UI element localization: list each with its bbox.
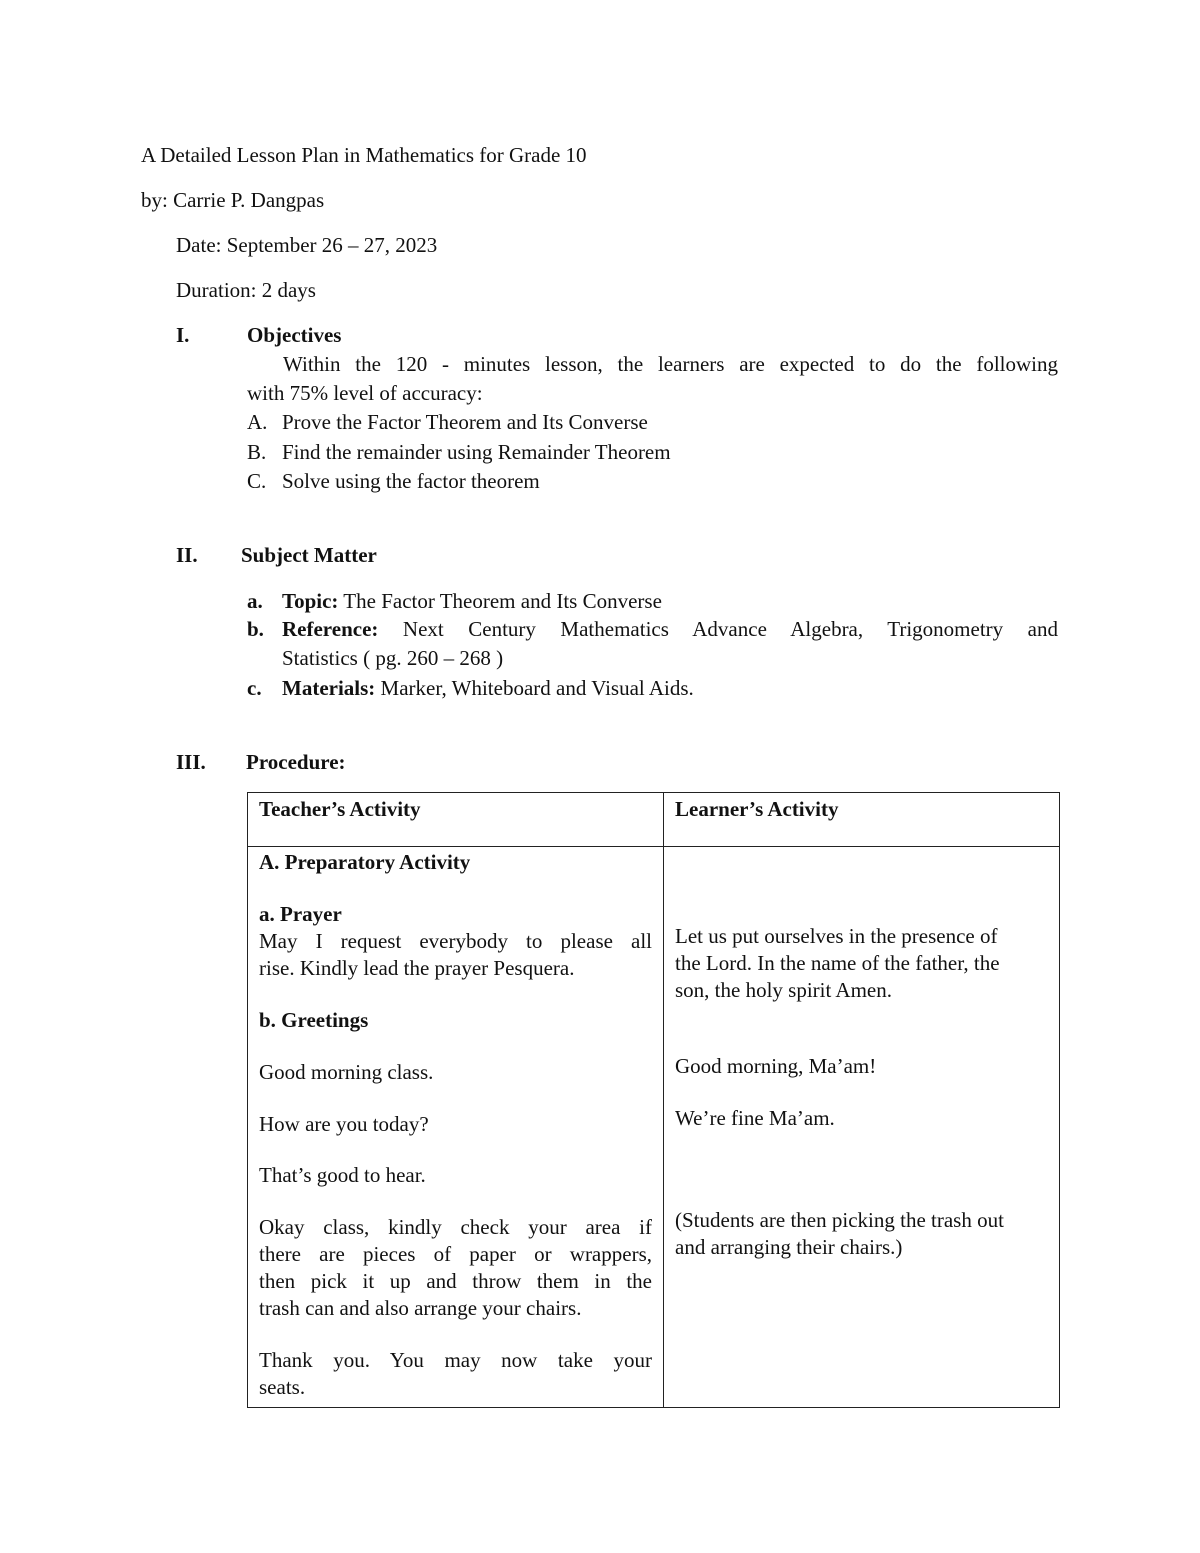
procedure-numeral: III. — [176, 750, 206, 774]
duration-line: Duration: 2 days — [176, 278, 316, 302]
teacher-check-line1: Okay class, kindly check your area if — [259, 1215, 652, 1239]
objective-item: Prove the Factor Theorem and Its Converse — [282, 410, 648, 434]
topic-label: Topic: — [282, 589, 339, 613]
learner-trash-line1: (Students are then picking the trash out — [675, 1208, 1004, 1232]
teacher-greet-3: That’s good to hear. — [259, 1163, 426, 1187]
subject-matter-heading: Subject Matter — [241, 543, 377, 567]
teacher-activity-cell — [248, 847, 664, 1408]
subject-matter-numeral: II. — [176, 543, 198, 567]
objective-item: Find the remainder using Remainder Theorem — [282, 440, 671, 464]
objective-letter: B. — [247, 440, 267, 464]
prayer-heading: a. Prayer — [259, 902, 342, 926]
learner-prayer-line2: the Lord. In the name of the father, the — [675, 951, 1000, 975]
topic-line — [282, 589, 662, 614]
table-row — [248, 847, 1060, 1408]
learner-prayer-line1: Let us put ourselves in the presence of — [675, 924, 998, 948]
topic-text: The Factor Theorem and Its Converse — [343, 589, 662, 613]
reference-line2: Statistics ( pg. 260 – 268 ) — [282, 646, 504, 670]
objective-item: Solve using the factor theorem — [282, 469, 540, 493]
learner-greet-1: Good morning, Ma’am! — [675, 1054, 877, 1078]
learner-greet-2: We’re fine Ma’am. — [675, 1106, 835, 1130]
teacher-greet-1: Good morning class. — [259, 1060, 434, 1084]
teacher-check-line2: there are pieces of paper or wrappers, — [259, 1242, 652, 1266]
objectives-heading: Objectives — [247, 323, 342, 347]
header-cell-teacher — [248, 793, 664, 847]
teacher-check-line4: trash can and also arrange your chairs. — [259, 1296, 582, 1320]
objective-letter: C. — [247, 469, 267, 493]
learner-prayer-line3: son, the holy spirit Amen. — [675, 978, 892, 1002]
col-teacher-heading: Teacher’s Activity — [259, 797, 421, 821]
reference-line1 — [282, 617, 1058, 642]
objective-letter: A. — [247, 410, 268, 434]
col-learner-heading: Learner’s Activity — [675, 797, 839, 821]
greetings-heading: b. Greetings — [259, 1008, 369, 1032]
learner-trash-line2: and arranging their chairs.) — [675, 1235, 903, 1259]
document-title: A Detailed Lesson Plan in Mathematics for Grade 10 — [141, 143, 587, 167]
header-cell-learner — [664, 793, 1060, 847]
procedure-table — [247, 792, 1060, 1408]
objectives-intro-line2: with 75% level of accuracy: — [247, 381, 483, 405]
topic-letter: a. — [247, 589, 263, 613]
materials-text: Marker, Whiteboard and Visual Aids. — [380, 676, 694, 700]
author-line: by: Carrie P. Dangpas — [141, 188, 325, 212]
objectives-intro-line1: Within the 120 - minutes lesson, the learners are expected to do the following — [283, 352, 1058, 376]
reference-letter: b. — [247, 617, 264, 641]
reference-label: Reference: — [282, 617, 379, 641]
table-header-row — [248, 793, 1060, 847]
procedure-heading: Procedure: — [246, 750, 346, 774]
materials-letter: c. — [247, 676, 262, 700]
materials-label: Materials: — [282, 676, 376, 700]
teacher-prayer-line1: May I request everybody to please all — [259, 929, 652, 953]
teacher-greet-2: How are you today? — [259, 1112, 429, 1136]
teacher-check-line3: then pick it up and throw them in the — [259, 1269, 652, 1293]
date-line: Date: September 26 – 27, 2023 — [176, 233, 438, 257]
learner-activity-cell — [664, 847, 1060, 1408]
reference-text: Next Century Mathematics Advance Algebra, Trigonometry and — [402, 617, 1059, 641]
teacher-thanks-line2: seats. — [259, 1375, 306, 1399]
teacher-thanks-line1: Thank you. You may now take your — [259, 1348, 652, 1372]
objectives-numeral: I. — [176, 323, 190, 347]
section-a-heading: A. Preparatory Activity — [259, 850, 471, 874]
teacher-prayer-line2: rise. Kindly lead the prayer Pesquera. — [259, 956, 575, 980]
materials-line — [282, 676, 694, 701]
